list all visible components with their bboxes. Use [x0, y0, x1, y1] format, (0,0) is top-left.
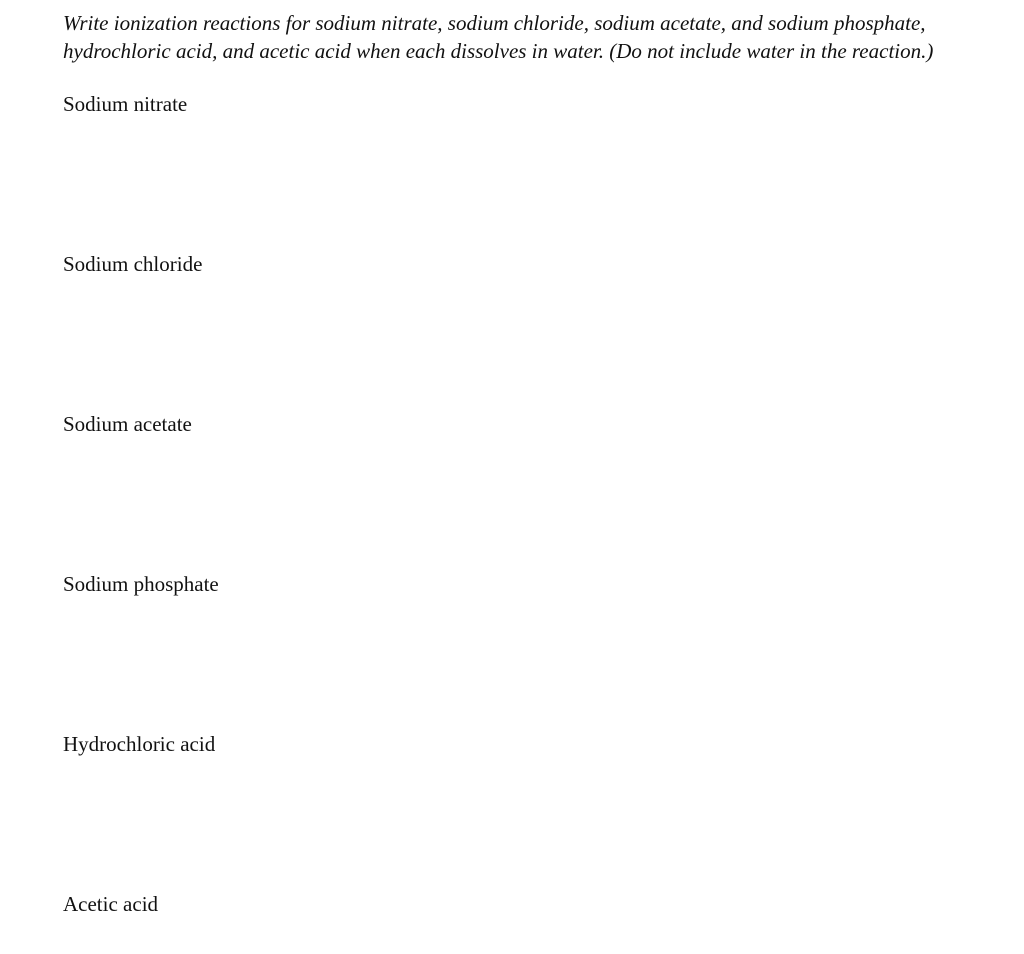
item-label-sodium-acetate: Sodium acetate	[63, 412, 192, 436]
item-label-acetic-acid: Acetic acid	[63, 892, 159, 916]
answer-space-sodium-chloride[interactable]	[63, 282, 963, 412]
answer-space-acetic-acid[interactable]	[63, 922, 963, 952]
item-label-sodium-nitrate: Sodium nitrate	[63, 92, 188, 116]
answer-space-sodium-acetate[interactable]	[63, 442, 963, 572]
answer-space-hydrochloric-acid[interactable]	[63, 762, 963, 892]
item-label-hydrochloric-acid: Hydrochloric acid	[63, 732, 216, 756]
instructions-line-2: hydrochloric acid, and acetic acid when each dissolves in water. (Do not include water in the reaction.)	[63, 39, 934, 63]
answer-space-sodium-phosphate[interactable]	[63, 602, 963, 732]
item-label-sodium-phosphate: Sodium phosphate	[63, 572, 219, 596]
instructions-text	[63, 9, 983, 65]
answer-space-sodium-nitrate[interactable]	[63, 122, 963, 252]
instructions-line-1: Write ionization reactions for sodium nitrate, sodium chloride, sodium acetate, and sodium phosphate,	[63, 11, 926, 35]
item-label-sodium-chloride: Sodium chloride	[63, 252, 203, 276]
